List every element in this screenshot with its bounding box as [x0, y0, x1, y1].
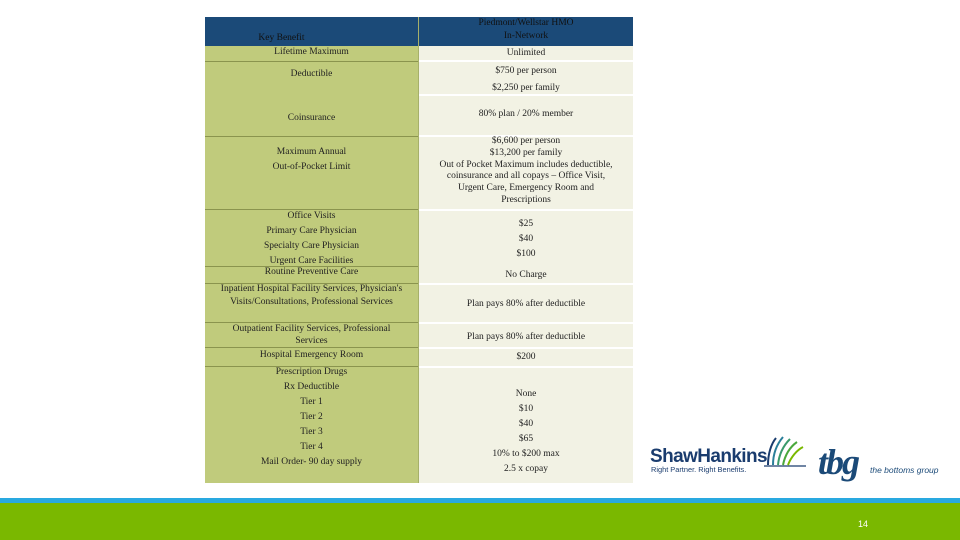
row-office-visits-value: $25 $40 $100: [516, 219, 536, 259]
row-coinsurance-label: Coinsurance: [287, 113, 336, 123]
row-divider: [419, 209, 633, 211]
bottoms-group-logo-graphic: [818, 440, 948, 492]
row-oop-limit-label: Maximum Annual Out-of-Pocket Limit: [272, 147, 351, 172]
leaf-mark-icon: [764, 437, 806, 466]
row-divider: [419, 283, 633, 285]
benefits-table: [205, 17, 633, 483]
row-office-visits-label: Office Visits Primary Care Physician Specialty Care Physician Urgent Care Facilities: [264, 211, 359, 266]
row-prescription-drugs-label: Prescription Drugs Rx Deductible Tier 1 Tier 2 Tier 3 Tier 4 Mail Order- 90 day supply: [260, 367, 363, 467]
row-deductible-label: Deductible: [290, 69, 333, 79]
shawhankins-tagline: Right Partner. Right Benefits.: [651, 465, 747, 474]
row-emergency-room-label: Hospital Emergency Room: [259, 350, 364, 360]
row-divider: [205, 136, 418, 137]
plan-header: Piedmont/Wellstar HMO In-Network: [478, 18, 574, 41]
row-outpatient-label: Outpatient Facility Services, Professional Services: [232, 324, 391, 346]
tbg-mark: tbg: [818, 442, 859, 482]
row-oop-limit-value: $6,600 per person $13,200 per family Out of Pocket Maximum includes deductible, coinsurance and all copays – Office Visit, Urgent Care, Emergency Room and Prescriptions: [439, 136, 613, 205]
row-preventive-care-label: Routine Preventive Care: [264, 267, 359, 277]
row-coinsurance-value: 80% plan / 20% member: [478, 109, 574, 119]
row-lifetime-maximum-value: Unlimited: [506, 48, 546, 58]
row-outpatient-value: Plan pays 80% after deductible: [466, 332, 586, 342]
bottoms-group-logo: [818, 440, 948, 492]
shawhankins-logo: [650, 436, 810, 476]
row-divider: [419, 366, 633, 368]
page-number: 14: [858, 519, 869, 529]
key-benefit-header: Key Benefit: [258, 33, 305, 43]
row-inpatient-value: Plan pays 80% after deductible: [466, 299, 586, 309]
row-deductible-value: $750 per person $2,250 per family: [492, 66, 560, 93]
row-preventive-care-value: No Charge: [505, 270, 547, 280]
row-prescription-drugs-value: None $10 $40 $65 10% to $200 max 2.5 x copay: [492, 389, 560, 474]
shawhankins-logo-graphic: [650, 436, 810, 476]
row-inpatient-label: Inpatient Hospital Facility Services, Physician's Visits/Consultations, Professional Services: [220, 284, 403, 307]
footer-bar: [0, 503, 960, 540]
row-lifetime-maximum-label: Lifetime Maximum: [274, 47, 349, 57]
row-divider: [419, 347, 633, 349]
tbg-wordmark: the bottoms group: [870, 465, 939, 475]
row-divider: [419, 94, 633, 96]
row-emergency-room-value: $200: [516, 352, 536, 362]
row-divider: [205, 61, 418, 62]
row-divider: [419, 60, 633, 62]
shawhankins-wordmark: ShawHankins: [650, 446, 767, 467]
row-divider: [419, 322, 633, 324]
